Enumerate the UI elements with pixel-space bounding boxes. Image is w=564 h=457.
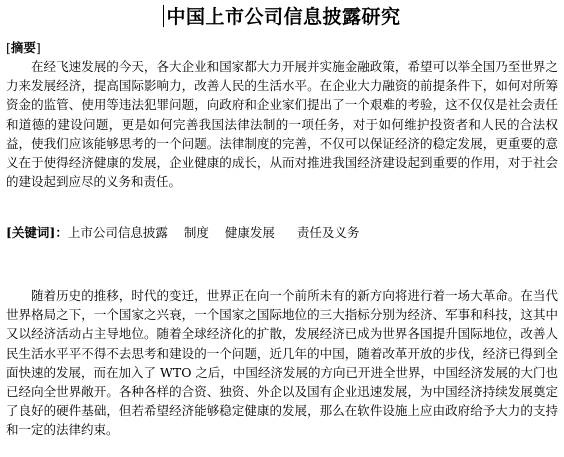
keywords-line xyxy=(6,223,558,242)
keyword-item: 健康发展 xyxy=(224,225,275,240)
abstract-label-close: ] xyxy=(35,40,41,55)
keyword-item: 上市公司信息披露 xyxy=(67,225,168,240)
document-title-row xyxy=(0,4,564,30)
document-title: 中国上市公司信息披露研究 xyxy=(166,6,401,28)
abstract-label-text: 摘要 xyxy=(10,40,36,55)
abstract-text: 在经飞速发展的今天，各大企业和国家都大力开展并实施金融政策，希望可以举全国乃至世界之力来发展经济，提高国际影响力，改善人民的生活水平。在企业大力融资的前提条件下，如何对所筹资金的监管、使用等违法犯罪问题，向政府和企业家们提出了一个艰难的考验，这不仅仅是社会责任和道德的建设问题，更是如何完善我国法律法制的一项任务，对于如何维护投资者和人民的合法权益，使我们应该能够思考的一个问题。法律制度的完善，不仅可以保证经济的稳定发展，更重要的意义在于使得经济健康的发展，企业健康的成长，从而对推进我国经济建设起到重要的作用，对于社会的建设起到应尽的义务和责任。 xyxy=(6,59,558,190)
abstract-label-open: [ xyxy=(6,40,11,55)
body-paragraph: 随着历史的推移，时代的变迁，世界正在向一个前所未有的新方向将进行着一场大革命。在当代世界格局之下，一个国家之兴衰，一个国家之国际地位的三大指标分别为经济、军事和科技，这其中又以经济活动占主导地位。随着全球经济化的扩散，发展经济已成为世界各国提升国际地位，改善人民生活水平平不得不去思考和建设的一个问题，近几年的中国，随着改革开放的步伐，经济已得到全面快速的发展，而在加入了 WTO 之后，中国经济发展的方向已开进全世界，中国经济发展的大门也已经向全世界敞开。各种各样的合资、独资、外企以及国有企业迅速发展，为中国经济持续发展奠定了良好的硬件基础，但若希望经济能够稳定健康的发展，那么在软件设施上应由政府给予大力的支持和一定的法律约束。 xyxy=(6,288,558,438)
keyword-item: 制度 xyxy=(183,225,209,240)
keyword-item: 责任及义务 xyxy=(296,225,360,240)
keywords-label: [关键词]： xyxy=(6,225,68,240)
text-cursor xyxy=(163,5,164,27)
abstract-label xyxy=(6,38,41,57)
